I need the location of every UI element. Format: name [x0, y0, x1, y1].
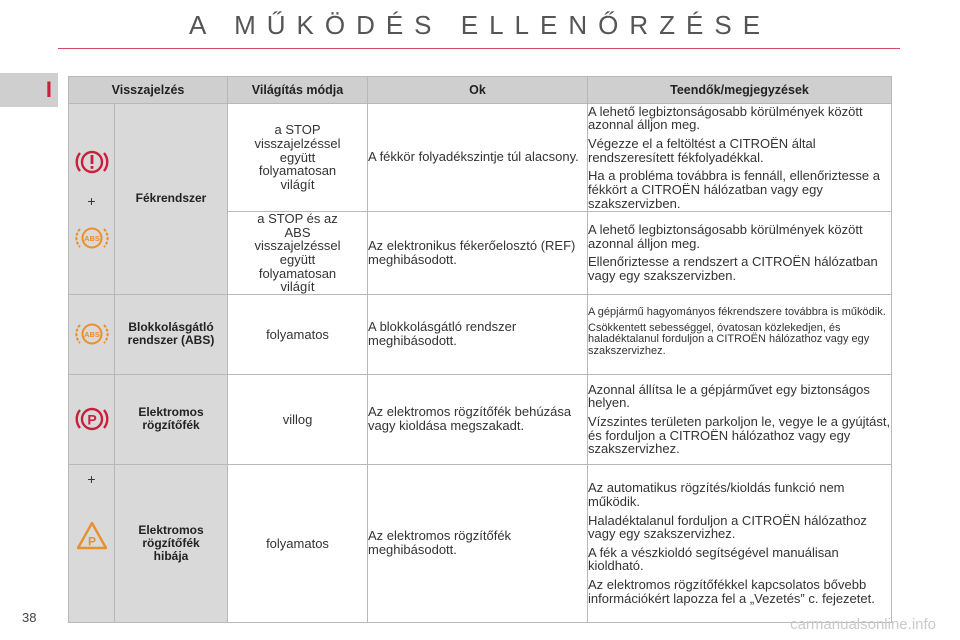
- warning-lights-table: [68, 76, 892, 623]
- svg-text:ABS: ABS: [83, 233, 100, 243]
- action-item: A fék a vészkioldó segítségével manuálisan kioldható.: [588, 544, 839, 574]
- cause-text: Az elektromos rögzítőfék behúzása vagy kioldása megszakadt.: [368, 374, 588, 464]
- action-item: Ha a probléma továbbra is fennáll, ellenőriztesse a fékkört a CITROËN hálózatban vagy egy szakszervizben.: [588, 168, 880, 211]
- action-item: A lehető legbiztonságosabb körülmények között azonnal álljon meg.: [588, 222, 863, 251]
- indicator-cell: [69, 464, 115, 622]
- action-item: A lehető legbiztonságosabb körülmények között azonnal álljon meg.: [588, 103, 863, 133]
- section-tab-label: I: [45, 77, 52, 102]
- actions-cell: [588, 374, 892, 464]
- abs-icon: [75, 319, 109, 349]
- lighting-mode: folyamatos: [228, 294, 368, 374]
- actions-cell: [588, 464, 892, 622]
- action-item: Azonnal állítsa le a gépjárművet egy biztonságos helyen.: [588, 381, 870, 411]
- lighting-mode: a STOP visszajelzéssel együtt folyamatosan világít: [228, 104, 368, 212]
- actions-cell: [588, 212, 892, 295]
- cause-text: A blokkolásgátló rendszer meghibásodott.: [368, 294, 588, 374]
- table-header-row: [69, 77, 892, 104]
- header-cause: Ok: [368, 77, 588, 104]
- actions-cell: [588, 104, 892, 212]
- table-row: [69, 374, 892, 464]
- action-item: Csökkentett sebességgel, óvatosan közlekedjen, és haladéktalanul forduljon a CITROËN hálózathoz vagy egy szakszervizhez.: [588, 321, 870, 357]
- system-name: Fékrendszer: [115, 104, 228, 295]
- actions-cell: [588, 294, 892, 374]
- table-row: [69, 104, 892, 212]
- lighting-mode: villog: [228, 374, 368, 464]
- watermark-text: carmanualsonline.info: [790, 616, 936, 633]
- svg-text:ABS: ABS: [83, 330, 100, 340]
- section-tab: [0, 73, 58, 107]
- table-row: [69, 464, 892, 622]
- action-item: A gépjármű hagyományos fékrendszere továbbra is működik.: [588, 306, 886, 319]
- system-name: Blokkolásgátló rendszer (ABS): [115, 294, 228, 374]
- system-name: Elektromos rögzítőfék hibája: [115, 464, 228, 622]
- brake-warning-icon: [75, 145, 109, 179]
- svg-text:P: P: [86, 411, 97, 428]
- cause-text: Az elektromos rögzítőfék meghibásodott.: [368, 464, 588, 622]
- header-lighting: Világítás módja: [228, 77, 368, 104]
- lighting-mode: folyamatos: [228, 464, 368, 622]
- page-number: 38: [22, 610, 37, 625]
- table-row: [69, 294, 892, 374]
- abs-icon: [75, 223, 109, 253]
- lighting-mode: a STOP és az ABS visszajelzéssel együtt folyamatosan világít: [228, 212, 368, 295]
- action-item: Az automatikus rögzítés/kioldás funkció nem működik.: [588, 480, 845, 509]
- parking-brake-icon: [75, 403, 109, 435]
- title-divider: [58, 48, 900, 49]
- plus-sign: +: [87, 470, 96, 487]
- action-item: Haladéktalanul forduljon a CITROËN hálózathoz vagy egy szakszervizhez.: [588, 512, 867, 542]
- indicator-cell: [69, 104, 115, 295]
- system-name: Elektromos rögzítőfék: [115, 374, 228, 464]
- plus-sign: +: [87, 192, 96, 209]
- header-indicator: Visszajelzés: [69, 77, 228, 104]
- action-item: Végezze el a feltöltést a CITROËN által rendszeresített fékfolyadékkal.: [588, 136, 816, 165]
- action-item: Az elektromos rögzítőfékkel kapcsolatos bővebb információkért lapozza fel a „Vezetés” c. fejezetet.: [588, 577, 875, 606]
- header-actions: Teendők/megjegyzések: [588, 77, 892, 104]
- indicator-cell: [69, 374, 115, 464]
- svg-text:P: P: [87, 534, 96, 549]
- parking-brake-fault-icon: [76, 521, 108, 551]
- page-title: A MŰKÖDÉS ELLENŐRZÉSE: [188, 10, 772, 40]
- indicator-cell: [69, 294, 115, 374]
- action-item: Ellenőriztesse a rendszert a CITROËN hálózatban vagy egy szakszervizben.: [588, 254, 878, 284]
- action-item: Vízszintes területen parkoljon le, vegye le a gyújtást, és forduljon a CITROËN hálózathoz vagy egy szakszervizhez.: [588, 414, 891, 457]
- cause-text: A fékkör folyadékszintje túl alacsony.: [368, 104, 588, 212]
- cause-text: Az elektronikus fékerőelosztó (REF) meghibásodott.: [368, 212, 588, 295]
